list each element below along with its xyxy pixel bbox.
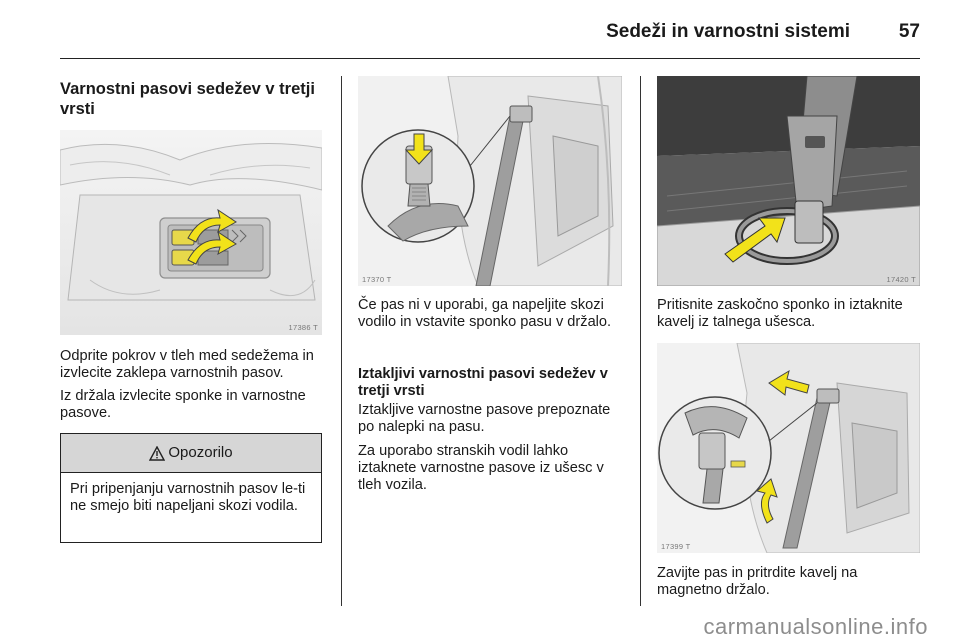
paragraph-attach-hook: Zavijte pas in pritrdite kavelj na magnetno držalo. — [657, 565, 858, 598]
paragraph-open-cover: Odprite pokrov v tleh med sedežema in izvlecite zaklepa varnostnih pasov. — [60, 348, 314, 381]
page-header-title: Sedeži in varnostni sistemi — [606, 21, 850, 42]
warning-title: Opozorilo — [168, 444, 233, 461]
figure-code: 17386 T — [288, 323, 318, 332]
figure-belt-guide-holder — [358, 76, 622, 286]
column-divider-1 — [341, 76, 342, 606]
paragraph-side-guides: Za uporabo stranskih vodil lahko iztaknete varnostne pasove iz ušesc v tleh vozila. — [358, 443, 604, 493]
page-number: 57 — [898, 21, 920, 42]
figure-floor-cover-buckles — [60, 130, 322, 335]
header-divider — [60, 58, 920, 59]
watermark: carmanualsonline.info — [703, 614, 928, 639]
section-heading: Varnostni pasovi sedežev v tretji vrsti — [60, 80, 315, 118]
figure-code: 17420 T — [886, 275, 916, 284]
column-divider-2 — [640, 76, 641, 606]
paragraph-press-latch: Pritisnite zaskočno sponko in iztaknite kavelj iz talnega ušesca. — [657, 297, 903, 330]
figure-code: 17399 T — [661, 542, 691, 551]
warning-text: Pri pripenjanju varnostnih pasov le-ti ne smejo biti napeljani skozi vodila. — [70, 481, 306, 514]
warning-header — [61, 434, 321, 473]
warning-box — [60, 433, 322, 543]
paragraph-label-recognition: Iztakljive varnostne pasove prepoznate po nalepki na pasu. — [358, 402, 611, 435]
paragraph-guide-belt: Če pas ni v uporabi, ga napeljite skozi vodilo in vstavite sponko pasu v držalo. — [358, 297, 612, 330]
subheading-detachable-belts: Iztakljivi varnostni pasovi sedežev v tretji vrsti — [358, 366, 608, 399]
figure-latch-release — [657, 76, 920, 286]
figure-code: 17370 T — [362, 275, 392, 284]
warning-triangle-icon — [149, 446, 165, 461]
figure-magnetic-holder — [657, 343, 920, 553]
paragraph-pull-out: Iz držala izvlecite sponke in varnostne pasove. — [60, 388, 306, 421]
